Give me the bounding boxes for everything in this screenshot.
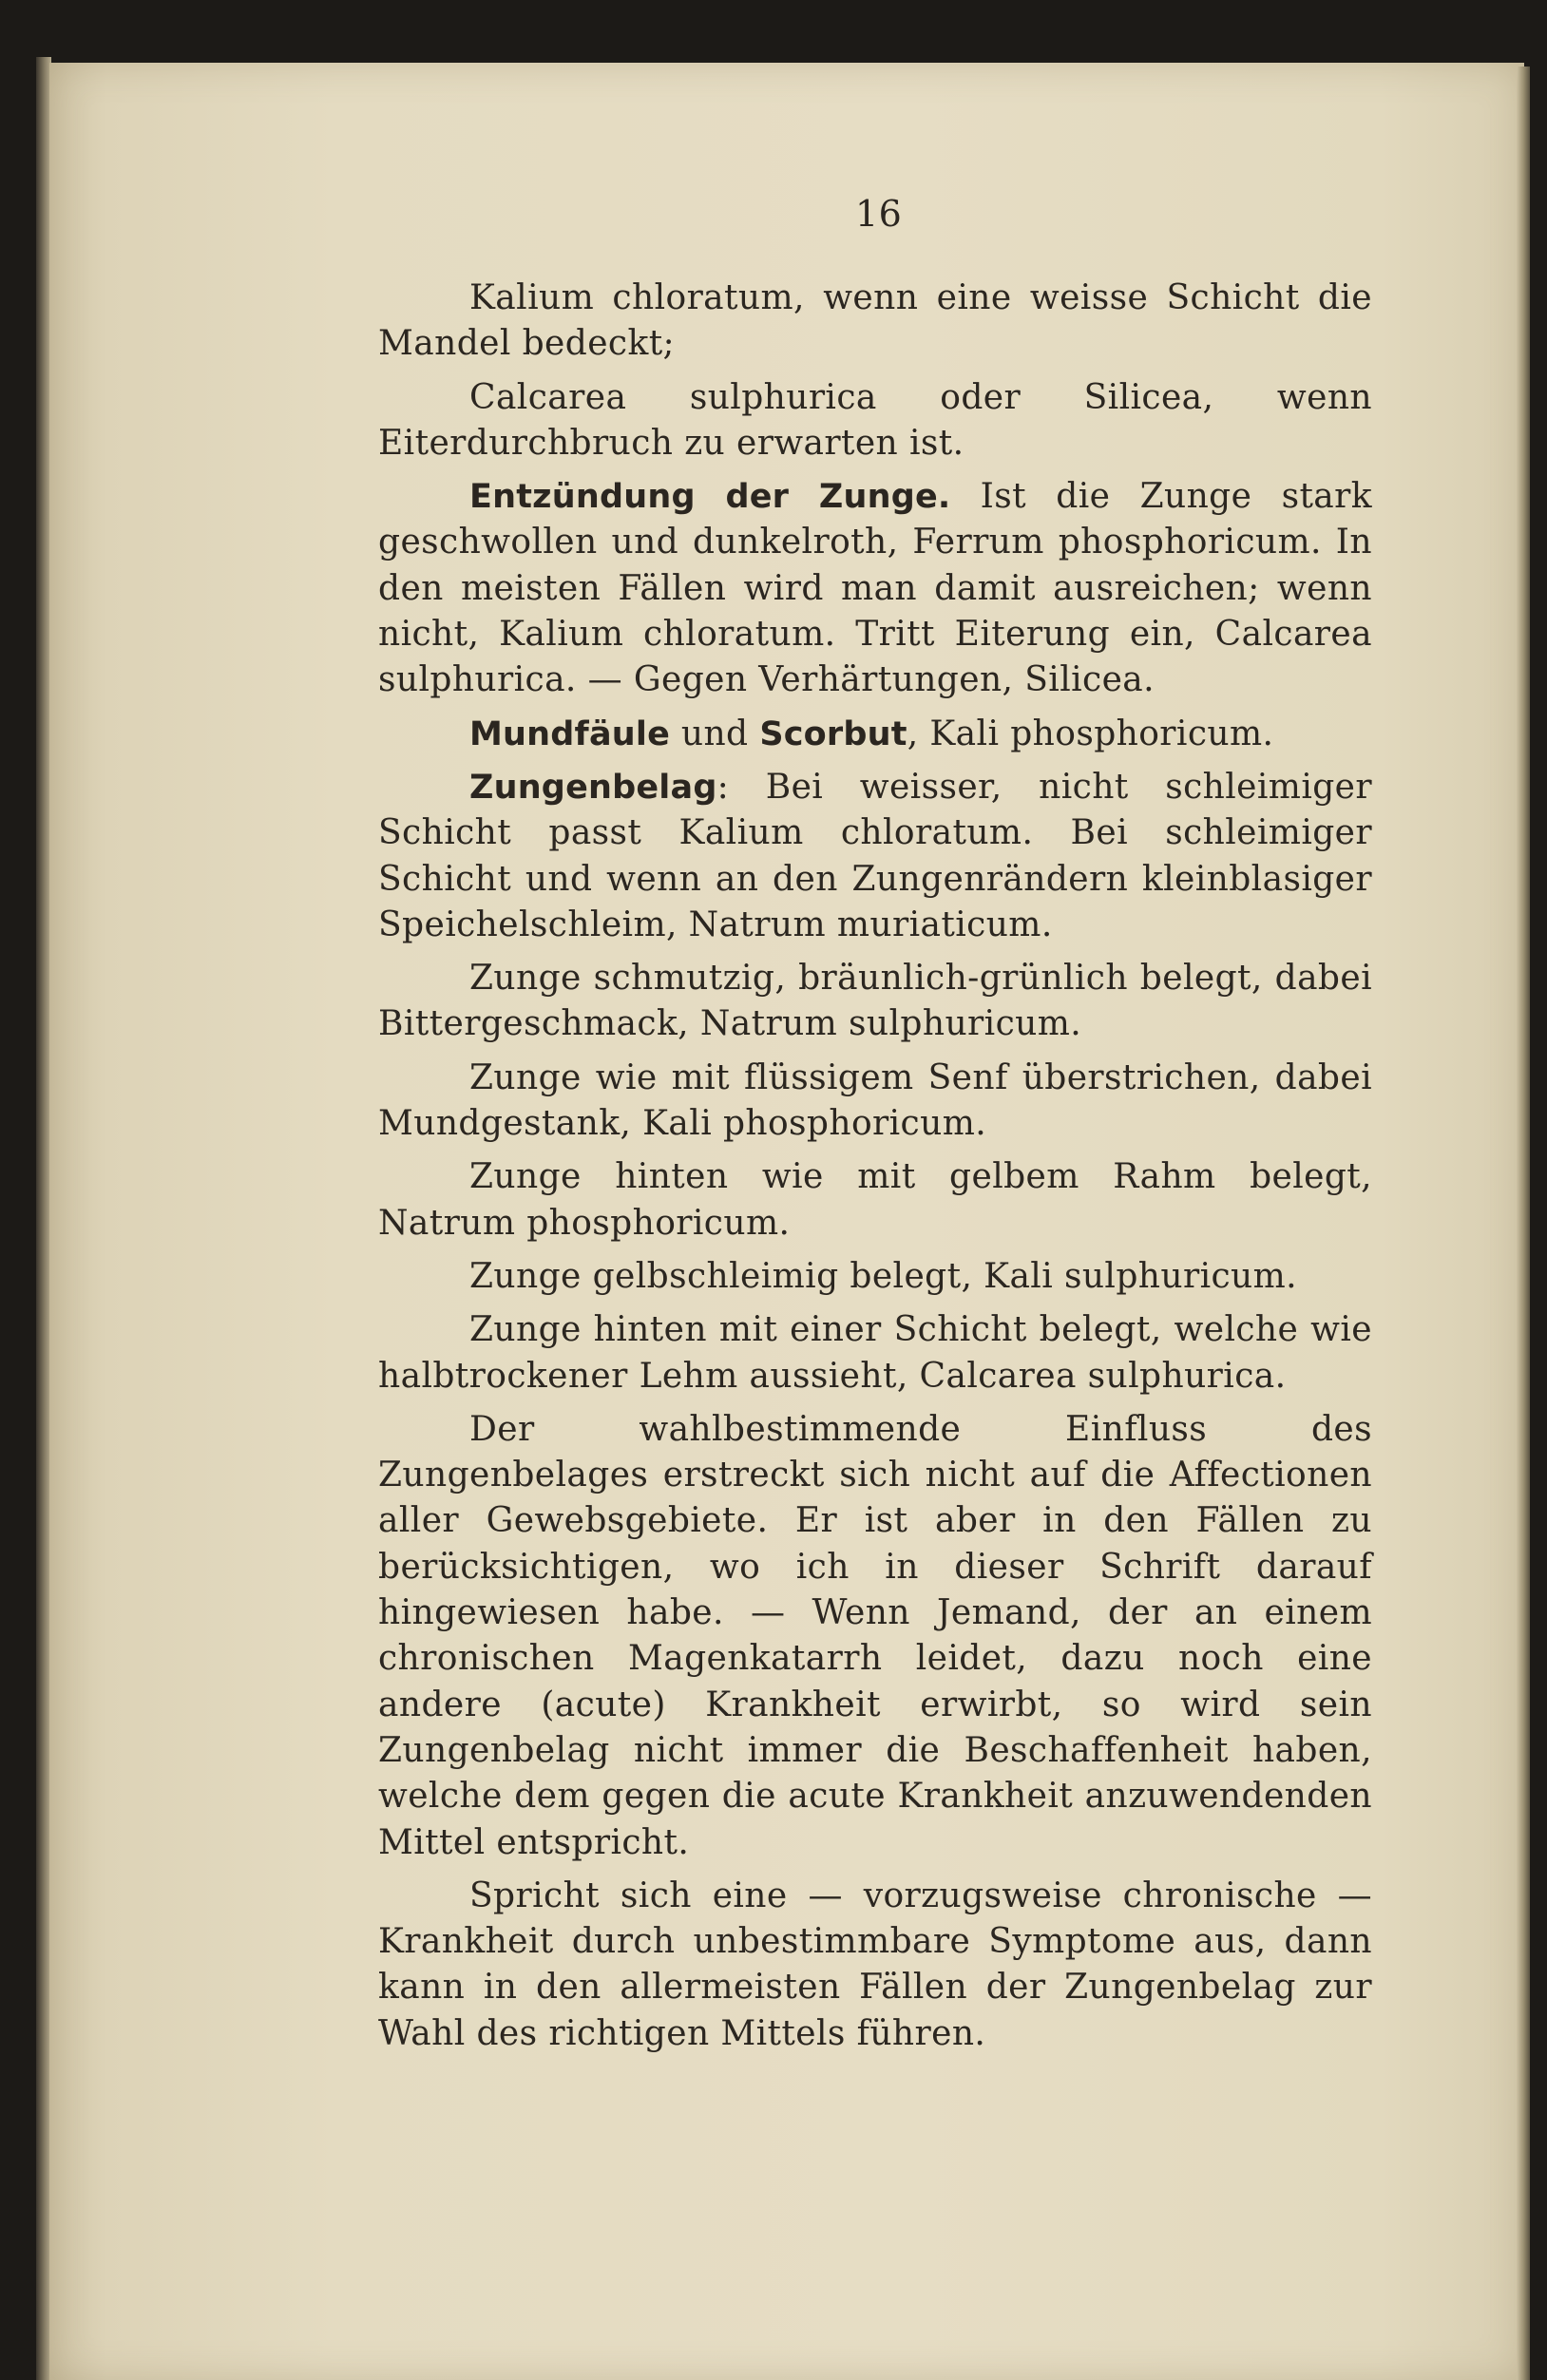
paragraph: [378, 1254, 1372, 1300]
paragraph: [378, 276, 1372, 368]
paragraph: [378, 956, 1372, 1048]
paragraph-text: Der wahlbestimmende Einfluss des Zungenbelages erstreckt sich nicht auf die Affectionen aller Gewebsgebiete. Er ist aber in den Fällen zu berücksichtigen, wo ich in dieser Schrift darauf hingewiesen habe. — Wenn Jemand, der an einem chronischen Magenkatarrh leidet, dazu noch eine andere (acute) Krankheit erwirbt, so wird sein Zungenbelag nicht immer die Beschaffenheit haben, welche dem gegen die acute Krankheit anzuwendenden Mittel entspricht.: [378, 1409, 1372, 1862]
paragraph-text: , Kali phosphoricum.: [907, 714, 1274, 753]
section-heading: Zungenbelag: [469, 768, 717, 807]
section-heading: Scorbut: [759, 714, 907, 753]
page-stack-edge: [1517, 67, 1530, 2380]
paragraph: [378, 1307, 1372, 1399]
paragraph-text: Zunge wie mit flüssigem Senf überstrichen, dabei Mundgestank, Kali phosphoricum.: [378, 1057, 1372, 1144]
paragraph: [378, 474, 1372, 703]
paragraph: [378, 1056, 1372, 1148]
paragraph: [378, 712, 1372, 757]
paragraph-text: : Bei weisser, nicht schleimiger Schicht passt Kalium chloratum. Bei schleimiger Schicht und wenn an den Zungenrändern kleinblasiger Speichelschleim, Natrum muriaticum.: [378, 767, 1372, 944]
paragraph: [378, 1407, 1372, 1866]
section-heading: Mundfäule: [469, 714, 671, 753]
paragraph-text: Zunge schmutzig, bräunlich-grünlich belegt, dabei Bittergeschmack, Natrum sulphuricum.: [378, 959, 1372, 1044]
body-text: [378, 276, 1372, 2065]
paragraph: [378, 375, 1372, 467]
paragraph-text: Zunge hinten mit einer Schicht belegt, welche wie halbtrockener Lehm aussieht, Calcarea sulphurica.: [378, 1310, 1372, 1396]
paragraph-text: Ist die Zunge stark geschwollen und dunkelroth, Ferrum phosphoricum. In den meisten Fällen wird man damit ausreichen; wenn nicht, Kalium chloratum. Tritt Eiterung ein, Calcarea sulphurica. — Gegen Verhärtungen, Silicea.: [378, 477, 1372, 700]
paragraph: [378, 1874, 1372, 2057]
section-heading: Entzündung der Zunge.: [469, 478, 951, 517]
paragraph-text: Calcarea sulphurica oder Silicea, wenn Eiterdurchbruch zu erwarten ist.: [378, 377, 1372, 463]
paragraph-text: Zunge hinten wie mit gelbem Rahm belegt, Natrum phosphoricum.: [378, 1157, 1372, 1243]
paragraph-text: Spricht sich eine — vorzugsweise chronische — Krankheit durch unbestimmbare Symptome aus, dann kann in den allermeisten Fällen der Zungenbelag zur Wahl des richtigen Mittels führen.: [378, 1875, 1372, 2053]
paragraph: [378, 765, 1372, 948]
paragraph-text: Zunge gelbschleimig belegt, Kali sulphuricum.: [469, 1256, 1298, 1296]
paragraph-text: und: [670, 714, 760, 753]
paragraph-text: Kalium chloratum, wenn eine weisse Schicht die Mandel bedeckt;: [378, 278, 1372, 364]
paragraph: [378, 1154, 1372, 1247]
page-number: 16: [855, 193, 903, 235]
